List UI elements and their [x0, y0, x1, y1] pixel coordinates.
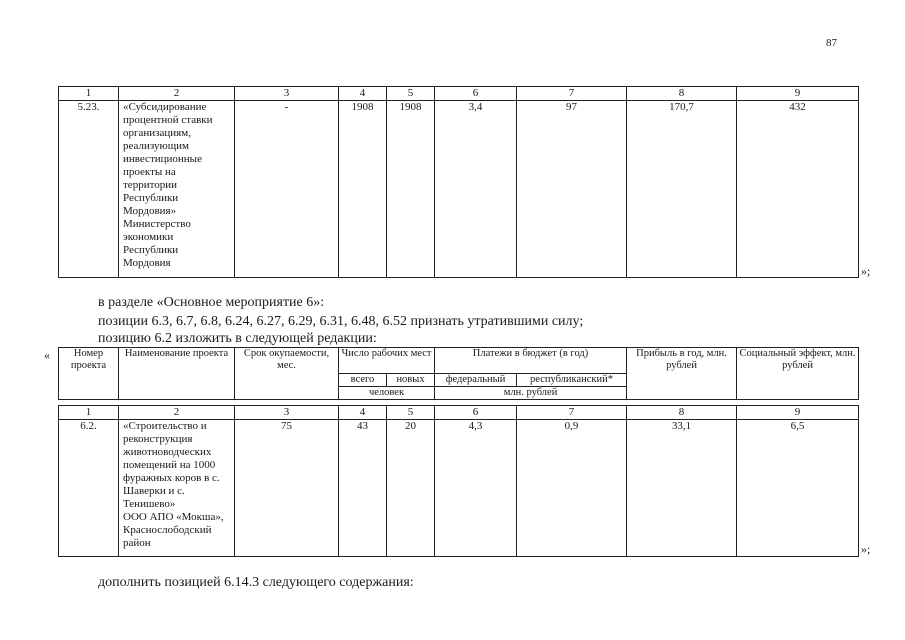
- page-number: 87: [826, 37, 837, 49]
- col-num-5: 5: [387, 87, 435, 101]
- name-line: Министерство: [123, 218, 191, 230]
- col-num-4: 4: [339, 406, 387, 420]
- name-line: Мордовия»: [123, 205, 177, 217]
- jobs-total-value: 43: [339, 420, 387, 557]
- header-number: Номер проекта: [59, 348, 119, 400]
- header-number-row: [59, 87, 859, 101]
- header-payments-unit: млн. рублей: [435, 387, 627, 400]
- col-num-3: 3: [235, 87, 339, 101]
- header-jobs-new: новых: [387, 374, 435, 387]
- name-line: фуражных коров в с.: [123, 472, 220, 484]
- name-line: Республики: [123, 192, 179, 204]
- federal-value: 4,3: [435, 420, 517, 557]
- jobs-new-value: 1908: [387, 101, 435, 278]
- header-jobs-unit: человек: [339, 387, 435, 400]
- name-line: ООО АПО «Мокша»,: [123, 511, 224, 523]
- name-line: Шаверки и с.: [123, 485, 185, 497]
- social-value: 6,5: [737, 420, 859, 557]
- name-line: Мордовия: [123, 257, 171, 269]
- project-name: [119, 420, 235, 557]
- row-number: 6.2.: [59, 420, 119, 557]
- name-line: проекты на: [123, 166, 176, 178]
- social-value: 432: [737, 101, 859, 278]
- paragraph-section: в разделе «Основное мероприятие 6»:: [98, 295, 325, 310]
- header-social: Социальный эффект, млн. рублей: [737, 348, 859, 400]
- name-line: «Субсидирование: [123, 101, 207, 113]
- table-row: [59, 420, 859, 557]
- closing-quote-1: »;: [861, 264, 871, 278]
- header-payments: Платежи в бюджет (в год): [435, 348, 627, 374]
- name-line: процентной ставки: [123, 114, 213, 126]
- closing-quote-2: »;: [861, 542, 871, 556]
- payback-value: -: [235, 101, 339, 278]
- col-num-7: 7: [517, 406, 627, 420]
- paragraph-edit: позицию 6.2 изложить в следующей редакции:: [98, 331, 377, 346]
- col-num-2: 2: [119, 406, 235, 420]
- header-jobs: Число рабочих мест: [339, 348, 435, 374]
- col-num-8: 8: [627, 406, 737, 420]
- name-line: экономики: [123, 231, 174, 243]
- header-republican: республиканский*: [517, 374, 627, 387]
- col-num-3: 3: [235, 406, 339, 420]
- col-num-9: 9: [737, 406, 859, 420]
- name-line: Республики: [123, 244, 179, 256]
- col-num-7: 7: [517, 87, 627, 101]
- jobs-new-value: 20: [387, 420, 435, 557]
- col-num-1: 1: [59, 406, 119, 420]
- jobs-total-value: 1908: [339, 101, 387, 278]
- project-name: [119, 101, 235, 278]
- name-line: Тенишево»: [123, 498, 176, 510]
- header-jobs-total: всего: [339, 374, 387, 387]
- name-line: район: [123, 537, 151, 549]
- header-row: [59, 348, 859, 374]
- col-num-5: 5: [387, 406, 435, 420]
- table-position-6-2: [58, 347, 859, 557]
- name-line: организациям,: [123, 127, 191, 139]
- col-num-6: 6: [435, 406, 517, 420]
- row-number: 5.23.: [59, 101, 119, 278]
- republican-value: 0,9: [517, 420, 627, 557]
- col-num-6: 6: [435, 87, 517, 101]
- paragraph-repeal: позиции 6.3, 6.7, 6.8, 6.24, 6.27, 6.29, 6.31, 6.48, 6.52 признать утратившими силу;: [98, 314, 584, 329]
- col-num-9: 9: [737, 87, 859, 101]
- federal-value: 3,4: [435, 101, 517, 278]
- name-line: территории: [123, 179, 178, 191]
- name-line: животноводческих: [123, 446, 212, 458]
- col-num-1: 1: [59, 87, 119, 101]
- payback-value: 75: [235, 420, 339, 557]
- profit-value: 170,7: [627, 101, 737, 278]
- name-line: реконструкция: [123, 433, 193, 445]
- col-num-8: 8: [627, 87, 737, 101]
- paragraph-add: дополнить позицией 6.14.3 следующего содержания:: [98, 575, 414, 590]
- profit-value: 33,1: [627, 420, 737, 557]
- opening-quote: «: [44, 348, 50, 362]
- header-profit: Прибыль в год, млн. рублей: [627, 348, 737, 400]
- name-line: «Строительство и: [123, 420, 207, 432]
- name-line: реализующим: [123, 140, 190, 152]
- table-continuation: [58, 86, 859, 278]
- name-line: Краснослободский: [123, 524, 212, 536]
- name-line: инвестиционные: [123, 153, 202, 165]
- republican-value: 97: [517, 101, 627, 278]
- header-name: Наименование проекта: [119, 348, 235, 400]
- col-num-4: 4: [339, 87, 387, 101]
- name-line: помещений на 1000: [123, 459, 216, 471]
- table-row: [59, 101, 859, 278]
- col-num-2: 2: [119, 87, 235, 101]
- header-number-row: [59, 406, 859, 420]
- header-payback: Срок окупаемости, мес.: [235, 348, 339, 400]
- header-federal: федеральный: [435, 374, 517, 387]
